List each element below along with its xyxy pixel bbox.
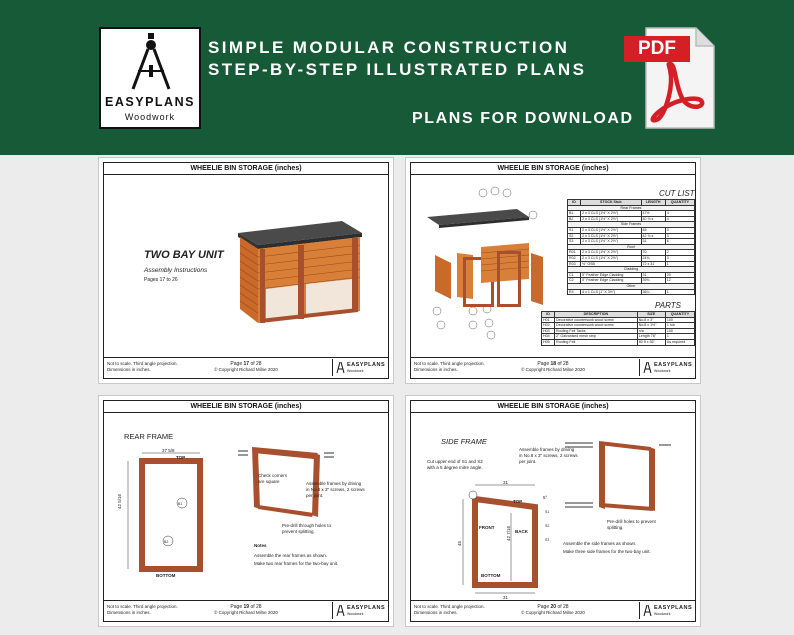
height-dimension: 45 xyxy=(457,540,462,546)
parts-list-header: SIZE xyxy=(637,312,665,318)
table-cell: Decorative countersunk wood screw xyxy=(555,317,638,323)
table-cell: 39¾ xyxy=(641,278,665,284)
table-cell: 42 ¾ s xyxy=(641,233,665,239)
table-cell: 20 xyxy=(665,272,694,278)
table-cell: 3 xyxy=(665,227,694,233)
note-1: Assemble the side frames as shown. xyxy=(563,541,637,546)
table-cell: ½" OSB xyxy=(581,261,641,267)
table-cell: Roofing Felt Tacks xyxy=(555,328,638,334)
table-cell: C1 xyxy=(568,272,581,278)
table-cell: No.8 x 1½" xyxy=(637,323,665,329)
annotation-assemble: Assemble frames by driving in No.8 x 3" screws, 2 screws per joint. xyxy=(306,481,365,498)
rear-frame-drawing xyxy=(114,447,232,581)
annotation-assemble: Assemble frames by driving in No.8 x 3" screws, 2 screws per joint. xyxy=(519,447,578,464)
bottom-label: BOTTOM xyxy=(156,573,176,578)
height-dimension: 42 5/16 xyxy=(117,493,122,509)
pdf-label: PDF xyxy=(638,38,676,59)
table-cell: 2 x 3 CLS (1½" X 2½") xyxy=(581,233,641,239)
table-cell: 1 xyxy=(665,261,694,267)
table-cell: 6 xyxy=(665,239,694,245)
table-cell: 4 xyxy=(665,211,694,217)
cut-list-table xyxy=(567,199,695,295)
cut-list-header: LENGTH xyxy=(641,200,665,206)
section-row-label: Other xyxy=(568,283,695,289)
bubble-b1: B1 xyxy=(178,502,183,506)
table-cell: Length 78" xyxy=(637,334,665,340)
bubble-s3: S3 xyxy=(545,538,550,542)
note-2: Make three side frames for the two-bay unit. xyxy=(563,549,651,554)
cut-list-title: CUT LIST xyxy=(659,189,695,198)
table-cell: R03 xyxy=(568,261,581,267)
table-cell: 1 xyxy=(665,334,694,340)
download-label: PLANS FOR DOWNLOAD xyxy=(412,110,634,127)
sheet-pages-ref: Pages 17 to 26 xyxy=(144,277,178,283)
sheet-heading: TWO BAY UNIT xyxy=(144,249,224,261)
front-label: FRONT xyxy=(479,525,495,530)
cut-list-header: ID xyxy=(568,200,581,206)
sheet-footer: Not to scale. Third angle projection. Dimensions in inches. Page 19 of 28 © Copyright Richard Milne 2020 EASYPLANS Woodwork xyxy=(104,600,388,621)
table-cell: 72 x 31 xyxy=(641,261,665,267)
bubble-s1: S1 xyxy=(545,510,550,514)
compass-icon xyxy=(127,33,175,93)
sheet-footer: Not to scale. Third angle projection. Dimensions in inches. Page 18 of 28 © Copyright Richard Milne 2020 EASYPLANS Woodwork xyxy=(411,357,695,378)
cut-list-header: QUANTITY xyxy=(665,200,694,206)
table-cell: 4 x 1 CLS (1" X 3½") xyxy=(581,289,641,295)
table-cell: 100 xyxy=(665,328,694,334)
compass-icon xyxy=(336,604,345,617)
back-label: BACK xyxy=(515,529,528,534)
parts-list-table xyxy=(541,311,695,346)
plan-sheet-page-18[interactable] xyxy=(405,157,701,384)
table-cell: 2" Galvanised mesh strip xyxy=(555,334,638,340)
parts-list-header: QUANTITY xyxy=(665,312,694,318)
table-cell: S2 xyxy=(568,233,581,239)
width-dimension: 37 5/8 xyxy=(162,448,175,453)
table-cell: 47½ xyxy=(641,211,665,217)
sheet-title: WHEELIE BIN STORAGE (inches) xyxy=(411,163,695,175)
logo-sub: Woodwork xyxy=(124,112,176,122)
top-label: TOP xyxy=(176,455,186,460)
parts-list-header: ID xyxy=(542,312,555,318)
table-cell: 40 ¾ s xyxy=(641,216,665,222)
headline-line-1: SIMPLE MODULAR CONSTRUCTION xyxy=(208,38,570,57)
parts-list-title: PARTS xyxy=(655,301,681,310)
top-dimension: 31 xyxy=(503,480,509,485)
notes-title: Notes xyxy=(254,543,267,548)
table-cell: 2 x 3 CLS (1½" X 2½") xyxy=(581,211,641,217)
table-cell: n/a xyxy=(637,328,665,334)
pdf-file-icon xyxy=(624,26,716,135)
section-row-label: Rear Frames xyxy=(568,205,695,211)
sheet-footer: Not to scale. Third angle projection. Dimensions in inches. Page 17 of 28 © Copyright Richard Milne 2020 EASYPLANS Woodwork xyxy=(104,357,388,378)
table-cell: 5" Feather Edge Cladding xyxy=(581,278,641,284)
table-cell: 2 x 3 CLS (1½" X 2½") xyxy=(581,250,641,256)
bubble-b2: B2 xyxy=(164,540,169,544)
sheet-heading: SIDE FRAME xyxy=(441,437,487,446)
parts-list-header: DESCRIPTION xyxy=(555,312,638,318)
table-row xyxy=(568,289,695,295)
table-cell: H03 xyxy=(542,328,555,334)
sheet-title: WHEELIE BIN STORAGE (inches) xyxy=(104,163,388,175)
exploded-view-illustration xyxy=(425,183,553,348)
table-cell: H02 xyxy=(542,323,555,329)
sheet-title: WHEELIE BIN STORAGE (inches) xyxy=(411,401,695,413)
logo-brand: EASYPLANS xyxy=(105,95,195,109)
section-row-label: Cladding xyxy=(568,267,695,273)
section-row-label: Side Frames xyxy=(568,222,695,228)
sheet-footer: Not to scale. Third angle projection. Dimensions in inches. Page 20 of 28 © Copyright Richard Milne 2020 EASYPLANS Woodwork xyxy=(411,600,695,621)
table-cell: 3 xyxy=(665,233,694,239)
table-cell: R01 xyxy=(568,250,581,256)
section-row-label: Roof xyxy=(568,244,695,250)
table-cell: 2 x 3 CLS (1½" X 2½") xyxy=(581,255,641,261)
table-cell: 2 x 3 CLS (1½" X 2½") xyxy=(581,239,641,245)
compass-icon xyxy=(643,361,652,374)
table-row xyxy=(542,339,695,345)
table-cell: 70 xyxy=(641,250,665,256)
table-cell: 2 x 3 CLS (1½" X 2½") xyxy=(581,227,641,233)
table-cell: 2 x 3 CLS (1½" X 2½") xyxy=(581,216,641,222)
plan-sheet-page-17[interactable] xyxy=(98,157,394,384)
plan-sheet-page-19[interactable] xyxy=(98,395,394,627)
headline-line-2: STEP-BY-STEP ILLUSTRATED PLANS xyxy=(208,60,587,79)
compass-icon xyxy=(643,604,652,617)
easyplans-logo xyxy=(99,27,201,129)
table-cell: 4 xyxy=(665,216,694,222)
table-cell: No.8 x 3" xyxy=(637,317,665,323)
table-cell: H04 xyxy=(542,334,555,340)
sheet-subheading: Assembly Instructions xyxy=(144,267,208,274)
table-cell: 45 xyxy=(641,227,665,233)
sheet-title: WHEELIE BIN STORAGE (inches) xyxy=(104,401,388,413)
table-cell: As required xyxy=(665,339,694,345)
note-1: Assemble the rear frames as shown. xyxy=(254,553,328,558)
side-frame-assembly xyxy=(563,437,673,513)
table-cell: Roofing Felt xyxy=(555,339,638,345)
table-cell: 1 xyxy=(665,289,694,295)
table-cell: B2 xyxy=(568,216,581,222)
table-cell: 100 xyxy=(665,317,694,323)
cut-list-header: STOCK Stub xyxy=(581,200,641,206)
table-cell: C2 xyxy=(568,278,581,284)
table-cell: B1 xyxy=(568,211,581,217)
note-2: Make two rear frames for the two-bay unit. xyxy=(254,561,339,566)
bubble-s2: S2 xyxy=(545,524,550,528)
table-cell: H01 xyxy=(542,317,555,323)
top-label: TOP xyxy=(513,499,523,504)
inner-dimension: 42 7/16 xyxy=(506,525,511,541)
table-cell: 80 ft x 36" xyxy=(637,339,665,345)
table-cell: R4 xyxy=(568,289,581,295)
table-cell: S1 xyxy=(568,227,581,233)
table-cell: 31 xyxy=(641,239,665,245)
annotation-predrill: Pre-drill holes to prevent splitting. xyxy=(607,519,656,530)
sheet-heading: REAR FRAME xyxy=(124,432,174,441)
table-cell: 12 xyxy=(665,278,694,284)
table-cell: Decorative countersunk wood screw xyxy=(555,323,638,329)
table-cell: 3 xyxy=(665,255,694,261)
bottom-dimension: 31 xyxy=(503,595,509,600)
header-banner xyxy=(0,0,794,155)
plan-sheet-page-20[interactable] xyxy=(405,395,701,627)
annotation-check: Check corners are square xyxy=(258,473,288,484)
table-cell: 24¾ xyxy=(641,255,665,261)
two-bay-unit-illustration xyxy=(234,219,364,337)
table-cell: S3 xyxy=(568,239,581,245)
table-cell: 1 tub xyxy=(665,323,694,329)
table-cell: 5" Feather Edge Cladding xyxy=(581,272,641,278)
table-cell: 2 xyxy=(665,250,694,256)
table-cell: R02 xyxy=(568,255,581,261)
angle-label: 5° xyxy=(543,495,548,500)
bottom-label: BOTTOM xyxy=(481,573,501,578)
annotation-cut: Cut upper end of S1 and S2 with a 5 degree mitre angle. xyxy=(427,459,483,470)
annotation-predrill: Pre-drill through holes to prevent splitting. xyxy=(282,523,332,534)
table-cell: 31 xyxy=(641,272,665,278)
compass-icon xyxy=(336,361,345,374)
table-cell: H05 xyxy=(542,339,555,345)
table-cell: 36¼ xyxy=(641,289,665,295)
